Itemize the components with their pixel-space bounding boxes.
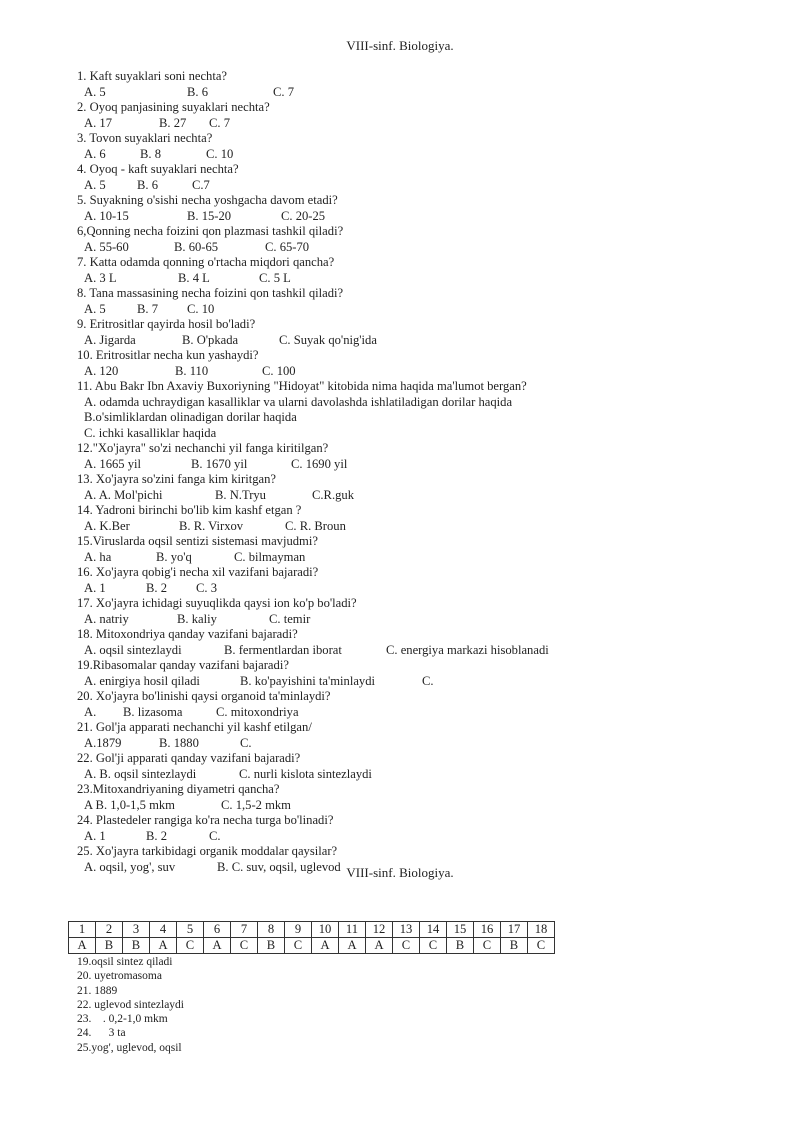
question-options	[77, 798, 777, 814]
answer-option: B. lizasoma	[123, 704, 183, 719]
answer-key-letter: B	[258, 938, 285, 954]
answer-line: 25.yog', uglevod, oqsil	[77, 1041, 182, 1054]
answer-option: A. oqsil sintezlaydi	[84, 642, 182, 657]
answer-option: B. 8	[140, 146, 161, 161]
answer-key-number: 16	[474, 922, 501, 938]
answer-key-number: 18	[528, 922, 555, 938]
answer-option: A. 5	[84, 177, 106, 192]
answer-key-letter: B	[447, 938, 474, 954]
answer-option: C. 7	[209, 115, 230, 130]
answer-option: A. A. Mol'pichi	[84, 487, 163, 502]
answer-key-number: 9	[285, 922, 312, 938]
answer-key-number: 8	[258, 922, 285, 938]
answer-option: B. 2	[146, 580, 167, 595]
question-options	[77, 178, 777, 194]
answer-option: A. 6	[84, 146, 106, 161]
answer-key-table	[68, 921, 555, 954]
answer-key-number: 14	[420, 922, 447, 938]
page-title: VIII-sinf. Biologiya.	[346, 38, 454, 53]
answer-option: B. 1670 yil	[191, 456, 248, 471]
answer-key-number: 1	[69, 922, 96, 938]
question-text: 11. Abu Bakr Ibn Axaviy Buxoriyning "Hidoyat" kitobida nima haqida ma'lumot bergan?	[77, 379, 527, 393]
answer-line: 21. 1889	[77, 984, 118, 997]
answer-option: B. 110	[175, 363, 209, 378]
answer-line: 23. . 0,2-1,0 mkm	[77, 1013, 168, 1026]
answer-option: C. nurli kislota sintezlaydi	[239, 766, 372, 781]
question-text: 22. Gol'ji apparati qanday vazifani bajaradi?	[77, 751, 301, 765]
question-options	[77, 333, 777, 349]
question-text: 8. Tana massasining necha foizini qon tashkil qiladi?	[77, 286, 344, 300]
question-text: 24. Plastedeler rangiga ko'ra necha turga bo'linadi?	[77, 813, 334, 827]
question-text: 7. Katta odamda qonning o'rtacha miqdori qancha?	[77, 255, 335, 269]
answer-option: A.1879	[84, 735, 122, 750]
answer-option: B.o'simliklardan olinadigan dorilar haqida	[84, 410, 297, 424]
question-text: 21. Gol'ja apparati nechanchi yil kashf etilgan/	[77, 720, 312, 734]
question-options	[77, 705, 777, 721]
question-list	[77, 69, 777, 875]
question-options	[77, 612, 777, 628]
question-options	[77, 550, 777, 566]
answer-key-number: 5	[177, 922, 204, 938]
answer-key-number: 11	[339, 922, 366, 938]
question-options	[77, 457, 777, 473]
answer-option: B. 6	[137, 177, 158, 192]
question-text: 1. Kaft suyaklari soni nechta?	[77, 69, 228, 83]
answer-key-number: 6	[204, 922, 231, 938]
answer-key-letter: B	[96, 938, 123, 954]
question-options	[77, 271, 777, 287]
answer-list	[77, 955, 184, 1055]
answer-line: 22. uglevod sintezlaydi	[77, 998, 184, 1011]
answer-option: C.7	[192, 177, 210, 192]
answer-key-letter: B	[123, 938, 150, 954]
answer-option: A. 3 L	[84, 270, 117, 285]
answer-key-letter: A	[150, 938, 177, 954]
answer-key-letter: A	[69, 938, 96, 954]
answer-option: C. 1,5-2 mkm	[221, 797, 291, 812]
answer-option: A. 10-15	[84, 208, 129, 223]
answer-key-letter: B	[501, 938, 528, 954]
answer-key-letter: C	[177, 938, 204, 954]
answer-option: A. enirgiya hosil qiladi	[84, 673, 200, 688]
answer-key-number: 10	[312, 922, 339, 938]
answer-option: B. 27	[159, 115, 187, 130]
answer-option: B. N.Tryu	[215, 487, 266, 502]
answer-key-number: 3	[123, 922, 150, 938]
question-text: 19.Ribasomalar qanday vazifani bajaradi?	[77, 658, 289, 672]
question-text: 13. Xo'jayra so'zini fanga kim kiritgan?	[77, 472, 276, 486]
question-options	[77, 736, 777, 752]
question-text: 25. Xo'jayra tarkibidagi organik moddalar qaysilar?	[77, 844, 338, 858]
answer-option: B. 15-20	[187, 208, 232, 223]
question-text: 3. Tovon suyaklari nechta?	[77, 131, 213, 145]
question-options	[77, 829, 777, 845]
answer-option: A. 1665 yil	[84, 456, 142, 471]
answer-option: A. oqsil, yog', suv	[84, 859, 176, 874]
answer-option: A. 5	[84, 301, 106, 316]
question-text: 4. Oyoq - kaft suyaklari nechta?	[77, 162, 239, 176]
answer-option: B. 60-65	[174, 239, 219, 254]
answer-key-number: 12	[366, 922, 393, 938]
question-text: 9. Eritrositlar qayirda hosil bo'ladi?	[77, 317, 256, 331]
answer-option: A. K.Ber	[84, 518, 130, 533]
answer-option: A. 55-60	[84, 239, 129, 254]
answer-option: C. 20-25	[281, 208, 326, 223]
answer-option: C. 65-70	[265, 239, 310, 254]
answer-option: C.	[240, 735, 252, 750]
question-options	[77, 519, 777, 535]
question-options	[77, 209, 777, 225]
answer-key-letter: A	[339, 938, 366, 954]
answer-option: A B. 1,0-1,5 mkm	[84, 797, 175, 812]
answer-option: C. Suyak qo'nig'ida	[279, 332, 377, 347]
question-options	[77, 488, 777, 504]
question-options	[77, 643, 777, 659]
question-text: 5. Suyakning o'sishi necha yoshgacha davom etadi?	[77, 193, 338, 207]
answer-option: A. ha	[84, 549, 112, 564]
answer-option: C. temir	[269, 611, 311, 626]
answer-option: A.	[84, 704, 97, 719]
answer-key-number: 2	[96, 922, 123, 938]
question-options	[77, 85, 777, 101]
answer-option: B. fermentlardan iborat	[224, 642, 342, 657]
answer-option: A. odamda uchraydigan kasalliklar va ularni davolashda ishlatiladigan dorilar haqida	[84, 394, 513, 409]
answer-option: A. Jigarda	[84, 332, 136, 347]
question-options	[77, 240, 777, 256]
answer-key-number: 7	[231, 922, 258, 938]
question-text: 15.Viruslarda oqsil sentizi sistemasi mavjudmi?	[77, 534, 318, 548]
question-options	[77, 116, 777, 132]
answer-key-number: 13	[393, 922, 420, 938]
question-options	[77, 581, 777, 597]
answer-key-letter: A	[366, 938, 393, 954]
answer-option: B. 2	[146, 828, 167, 843]
answer-option: C. R. Broun	[285, 518, 346, 533]
answer-option: C. bilmayman	[234, 549, 306, 564]
answer-option: C. 1690 yil	[291, 456, 348, 471]
answer-key-number: 15	[447, 922, 474, 938]
question-text: 14. Yadroni birinchi bo'lib kim kashf etgan ?	[77, 503, 302, 517]
answer-option: A. 5	[84, 84, 106, 99]
answer-option: B. 4 L	[178, 270, 210, 285]
answer-option: C. 7	[273, 84, 294, 99]
answer-option: B. ko'payishini ta'minlaydi	[240, 673, 376, 688]
answer-option: C.R.guk	[312, 487, 354, 502]
answer-key-letter-row	[69, 938, 555, 954]
question-text: 23.Mitoxandriyaning diyametri qancha?	[77, 782, 280, 796]
answer-key-number: 4	[150, 922, 177, 938]
question-text: 10. Eritrositlar necha kun yashaydi?	[77, 348, 259, 362]
answer-option: B. O'pkada	[182, 332, 239, 347]
answer-option: C. energiya markazi hisoblanadi	[386, 642, 549, 657]
answer-option: A. 1	[84, 828, 106, 843]
answer-option: A. B. oqsil sintezlaydi	[84, 766, 197, 781]
answer-key-letter: A	[204, 938, 231, 954]
answer-line: 19.oqsil sintez qiladi	[77, 956, 173, 968]
answer-option: B. R. Virxov	[179, 518, 244, 533]
answer-option: C.	[209, 828, 221, 843]
answer-option: C. 10	[206, 146, 234, 161]
answer-option: B. 1880	[159, 735, 199, 750]
question-text: 2. Oyoq panjasining suyaklari nechta?	[77, 100, 270, 114]
question-text: 12."Xo'jayra" so'zi nechanchi yil fanga kiritilgan?	[77, 441, 329, 455]
answer-key-letter: C	[393, 938, 420, 954]
question-text: 6,Qonning necha foizini qon plazmasi tashkil qiladi?	[77, 224, 344, 238]
answer-option: A. 1	[84, 580, 106, 595]
answer-option: C. 5 L	[259, 270, 291, 285]
answer-option: B. kaliy	[177, 611, 217, 626]
answer-key-letter: A	[312, 938, 339, 954]
question-text: 16. Xo'jayra qobig'i necha xil vazifani bajaradi?	[77, 565, 319, 579]
answer-key-number: 17	[501, 922, 528, 938]
answer-key-title: VIII-sinf. Biologiya.	[346, 865, 454, 880]
answer-line: 24. 3 ta	[77, 1027, 126, 1040]
answer-option: C. 3	[196, 580, 217, 595]
question-text: 20. Xo'jayra bo'linishi qaysi organoid ta'minlaydi?	[77, 689, 331, 703]
answer-key-letter: C	[474, 938, 501, 954]
question-options	[77, 674, 777, 690]
answer-option: B. 6	[187, 84, 208, 99]
answer-line: 20. uyetromasoma	[77, 970, 162, 983]
answer-option: A. 120	[84, 363, 119, 378]
answer-key-letter: C	[285, 938, 312, 954]
answer-key-number-row	[69, 922, 555, 938]
answer-key-letter: C	[420, 938, 447, 954]
question-options	[77, 147, 777, 163]
answer-key-letter: C	[231, 938, 258, 954]
answer-option: C. 10	[187, 301, 215, 316]
answer-option: B. 7	[137, 301, 158, 316]
question-options	[77, 364, 777, 380]
answer-option: C. 100	[262, 363, 296, 378]
answer-option: C. ichki kasalliklar haqida	[84, 425, 217, 440]
answer-option: B. yo'q	[156, 549, 192, 564]
answer-option: B. C. suv, oqsil, uglevod	[217, 859, 341, 874]
question-options	[77, 302, 777, 318]
answer-option: A. natriy	[84, 611, 129, 626]
question-text: 18. Mitoxondriya qanday vazifani bajaradi?	[77, 627, 298, 641]
answer-option: C. mitoxondriya	[216, 704, 299, 719]
question-text: 17. Xo'jayra ichidagi suyuqlikda qaysi ion ko'p bo'ladi?	[77, 596, 357, 610]
answer-option: C.	[422, 673, 434, 688]
answer-key-letter: C	[528, 938, 555, 954]
answer-option: A. 17	[84, 115, 112, 130]
question-options	[77, 767, 777, 783]
